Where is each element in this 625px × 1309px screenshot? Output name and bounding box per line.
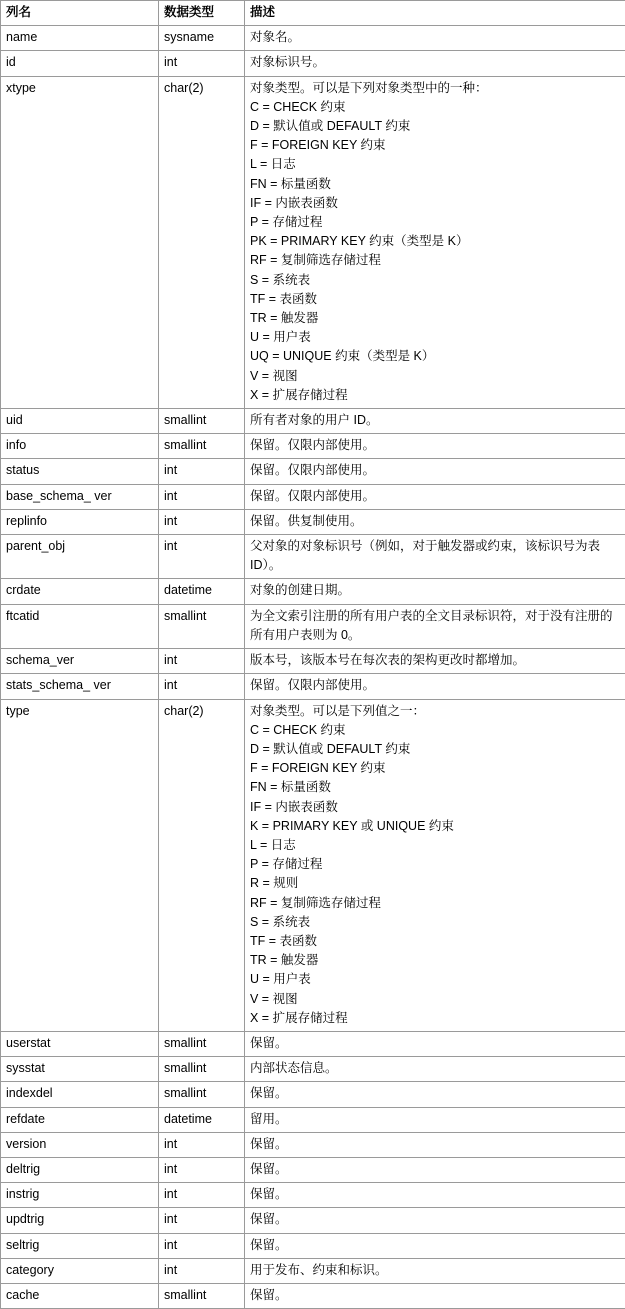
cell-description bbox=[245, 579, 625, 604]
cell-description bbox=[245, 1258, 625, 1283]
cell-column-name: id bbox=[1, 51, 159, 76]
cell-column-name: replinfo bbox=[1, 509, 159, 534]
cell-data-type: int bbox=[159, 1157, 245, 1182]
cell-column-name: category bbox=[1, 1258, 159, 1283]
column-header-description: 描述 bbox=[245, 1, 625, 26]
table-row bbox=[1, 409, 625, 434]
table-row bbox=[1, 1258, 625, 1283]
table-row bbox=[1, 1283, 625, 1308]
table-row bbox=[1, 1233, 625, 1258]
table-row bbox=[1, 604, 625, 648]
description-text: 保留。仅限内部使用。 bbox=[250, 676, 621, 695]
cell-description bbox=[245, 76, 625, 408]
cell-data-type: int bbox=[159, 51, 245, 76]
description-text: 对象类型。可以是下列值之一： bbox=[250, 702, 621, 721]
table-row bbox=[1, 1107, 625, 1132]
table-row bbox=[1, 579, 625, 604]
object-type-item: FN = 标量函数 bbox=[250, 175, 621, 194]
description-text: 对象类型。可以是下列对象类型中的一种： bbox=[250, 79, 621, 98]
cell-column-name: status bbox=[1, 459, 159, 484]
object-type-item: UQ = UNIQUE 约束（类型是 K） bbox=[250, 347, 621, 366]
cell-description bbox=[245, 604, 625, 648]
object-type-item: IF = 内嵌表函数 bbox=[250, 798, 621, 817]
cell-column-name: seltrig bbox=[1, 1233, 159, 1258]
description-text: 对象的创建日期。 bbox=[250, 581, 621, 600]
cell-description bbox=[245, 1208, 625, 1233]
cell-data-type: char(2) bbox=[159, 699, 245, 1031]
cell-description bbox=[245, 699, 625, 1031]
object-type-item: S = 系统表 bbox=[250, 271, 621, 290]
description-text: 对象名。 bbox=[250, 28, 621, 47]
cell-description bbox=[245, 1183, 625, 1208]
object-type-item: X = 扩展存储过程 bbox=[250, 1009, 621, 1028]
description-text: 内部状态信息。 bbox=[250, 1059, 621, 1078]
cell-data-type: char(2) bbox=[159, 76, 245, 408]
description-text: 保留。 bbox=[250, 1135, 621, 1154]
cell-column-name: sysstat bbox=[1, 1057, 159, 1082]
cell-column-name: info bbox=[1, 434, 159, 459]
description-text: 保留。 bbox=[250, 1185, 621, 1204]
cell-description bbox=[245, 1233, 625, 1258]
object-type-item: R = 规则 bbox=[250, 874, 621, 893]
description-text: 保留。供复制使用。 bbox=[250, 512, 621, 531]
object-type-item: D = 默认值或 DEFAULT 约束 bbox=[250, 740, 621, 759]
table-row bbox=[1, 26, 625, 51]
cell-data-type: int bbox=[159, 535, 245, 579]
cell-column-name: type bbox=[1, 699, 159, 1031]
object-type-item: V = 视图 bbox=[250, 990, 621, 1009]
description-text: 保留。 bbox=[250, 1286, 621, 1305]
cell-column-name: deltrig bbox=[1, 1157, 159, 1182]
cell-column-name: updtrig bbox=[1, 1208, 159, 1233]
cell-description bbox=[245, 1031, 625, 1056]
description-text: 用于发布、约束和标识。 bbox=[250, 1261, 621, 1280]
cell-data-type: smallint bbox=[159, 604, 245, 648]
cell-column-name: stats_schema_ ver bbox=[1, 674, 159, 699]
object-type-item: PK = PRIMARY KEY 约束（类型是 K） bbox=[250, 232, 621, 251]
object-type-item: D = 默认值或 DEFAULT 约束 bbox=[250, 117, 621, 136]
table-row bbox=[1, 459, 625, 484]
cell-description bbox=[245, 1107, 625, 1132]
description-text: 保留。仅限内部使用。 bbox=[250, 487, 621, 506]
cell-description bbox=[245, 1132, 625, 1157]
description-text: 版本号，该版本号在每次表的架构更改时都增加。 bbox=[250, 651, 621, 670]
cell-column-name: crdate bbox=[1, 579, 159, 604]
object-type-item: S = 系统表 bbox=[250, 913, 621, 932]
object-type-item: C = CHECK 约束 bbox=[250, 98, 621, 117]
object-type-item: V = 视图 bbox=[250, 367, 621, 386]
cell-description bbox=[245, 649, 625, 674]
cell-data-type: int bbox=[159, 649, 245, 674]
table-row bbox=[1, 434, 625, 459]
description-text: 父对象的对象标识号（例如，对于触发器或约束，该标识号为表 ID）。 bbox=[250, 537, 621, 575]
table-row bbox=[1, 51, 625, 76]
table-row bbox=[1, 76, 625, 408]
cell-data-type: smallint bbox=[159, 1082, 245, 1107]
table-row bbox=[1, 1208, 625, 1233]
description-text: 保留。仅限内部使用。 bbox=[250, 461, 621, 480]
cell-description bbox=[245, 434, 625, 459]
table-row bbox=[1, 1082, 625, 1107]
description-text: 为全文索引注册的所有用户表的全文目录标识符，对于没有注册的所有用户表则为 0。 bbox=[250, 607, 621, 645]
cell-data-type: smallint bbox=[159, 1031, 245, 1056]
cell-description bbox=[245, 459, 625, 484]
table-row bbox=[1, 1157, 625, 1182]
description-text: 保留。 bbox=[250, 1236, 621, 1255]
object-type-item: TR = 触发器 bbox=[250, 951, 621, 970]
object-type-item: P = 存储过程 bbox=[250, 855, 621, 874]
object-type-item: C = CHECK 约束 bbox=[250, 721, 621, 740]
cell-data-type: int bbox=[159, 459, 245, 484]
table-row bbox=[1, 649, 625, 674]
object-type-list bbox=[250, 721, 621, 1028]
cell-description bbox=[245, 535, 625, 579]
description-text: 保留。 bbox=[250, 1084, 621, 1103]
cell-data-type: smallint bbox=[159, 409, 245, 434]
cell-description bbox=[245, 409, 625, 434]
object-type-item: TR = 触发器 bbox=[250, 309, 621, 328]
cell-data-type: int bbox=[159, 1258, 245, 1283]
object-type-item: U = 用户表 bbox=[250, 328, 621, 347]
cell-description bbox=[245, 674, 625, 699]
table-header-row bbox=[1, 1, 625, 26]
cell-description bbox=[245, 1157, 625, 1182]
cell-data-type: datetime bbox=[159, 1107, 245, 1132]
description-text: 保留。仅限内部使用。 bbox=[250, 436, 621, 455]
cell-column-name: uid bbox=[1, 409, 159, 434]
table-row bbox=[1, 699, 625, 1031]
table-row bbox=[1, 509, 625, 534]
description-text: 保留。 bbox=[250, 1210, 621, 1229]
cell-data-type: int bbox=[159, 484, 245, 509]
cell-data-type: int bbox=[159, 1233, 245, 1258]
description-text: 留用。 bbox=[250, 1110, 621, 1129]
column-header-datatype: 数据类型 bbox=[159, 1, 245, 26]
cell-column-name: indexdel bbox=[1, 1082, 159, 1107]
object-type-item: P = 存储过程 bbox=[250, 213, 621, 232]
object-type-item: L = 日志 bbox=[250, 836, 621, 855]
description-text: 对象标识号。 bbox=[250, 53, 621, 72]
description-text: 所有者对象的用户 ID。 bbox=[250, 411, 621, 430]
cell-data-type: datetime bbox=[159, 579, 245, 604]
cell-data-type: int bbox=[159, 674, 245, 699]
column-header-name: 列名 bbox=[1, 1, 159, 26]
cell-column-name: base_schema_ ver bbox=[1, 484, 159, 509]
object-type-item: RF = 复制筛选存储过程 bbox=[250, 894, 621, 913]
object-type-item: TF = 表函数 bbox=[250, 290, 621, 309]
cell-description bbox=[245, 509, 625, 534]
cell-data-type: smallint bbox=[159, 1283, 245, 1308]
cell-data-type: int bbox=[159, 1183, 245, 1208]
cell-description bbox=[245, 26, 625, 51]
cell-description bbox=[245, 1082, 625, 1107]
table-row bbox=[1, 1031, 625, 1056]
object-type-list bbox=[250, 98, 621, 405]
cell-description bbox=[245, 51, 625, 76]
description-text: 保留。 bbox=[250, 1160, 621, 1179]
cell-data-type: int bbox=[159, 509, 245, 534]
cell-data-type: int bbox=[159, 1132, 245, 1157]
table-row bbox=[1, 1183, 625, 1208]
object-type-item: F = FOREIGN KEY 约束 bbox=[250, 136, 621, 155]
object-type-item: X = 扩展存储过程 bbox=[250, 386, 621, 405]
table-header bbox=[1, 1, 625, 26]
table-body bbox=[1, 26, 625, 1309]
object-type-item: K = PRIMARY KEY 或 UNIQUE 约束 bbox=[250, 817, 621, 836]
object-type-item: L = 日志 bbox=[250, 155, 621, 174]
description-text: 保留。 bbox=[250, 1034, 621, 1053]
cell-column-name: schema_ver bbox=[1, 649, 159, 674]
object-type-item: F = FOREIGN KEY 约束 bbox=[250, 759, 621, 778]
object-type-item: TF = 表函数 bbox=[250, 932, 621, 951]
cell-column-name: ftcatid bbox=[1, 604, 159, 648]
cell-description bbox=[245, 1283, 625, 1308]
object-type-item: FN = 标量函数 bbox=[250, 778, 621, 797]
table-row bbox=[1, 535, 625, 579]
cell-data-type: int bbox=[159, 1208, 245, 1233]
cell-description bbox=[245, 484, 625, 509]
cell-data-type: smallint bbox=[159, 1057, 245, 1082]
cell-column-name: instrig bbox=[1, 1183, 159, 1208]
cell-column-name: refdate bbox=[1, 1107, 159, 1132]
cell-description bbox=[245, 1057, 625, 1082]
cell-data-type: sysname bbox=[159, 26, 245, 51]
table-row bbox=[1, 1132, 625, 1157]
object-type-item: RF = 复制筛选存储过程 bbox=[250, 251, 621, 270]
object-type-item: IF = 内嵌表函数 bbox=[250, 194, 621, 213]
cell-column-name: parent_obj bbox=[1, 535, 159, 579]
table-row bbox=[1, 674, 625, 699]
cell-data-type: smallint bbox=[159, 434, 245, 459]
object-type-item: U = 用户表 bbox=[250, 970, 621, 989]
cell-column-name: version bbox=[1, 1132, 159, 1157]
table-row bbox=[1, 484, 625, 509]
cell-column-name: userstat bbox=[1, 1031, 159, 1056]
cell-column-name: cache bbox=[1, 1283, 159, 1308]
cell-column-name: xtype bbox=[1, 76, 159, 408]
table-row bbox=[1, 1057, 625, 1082]
cell-column-name: name bbox=[1, 26, 159, 51]
